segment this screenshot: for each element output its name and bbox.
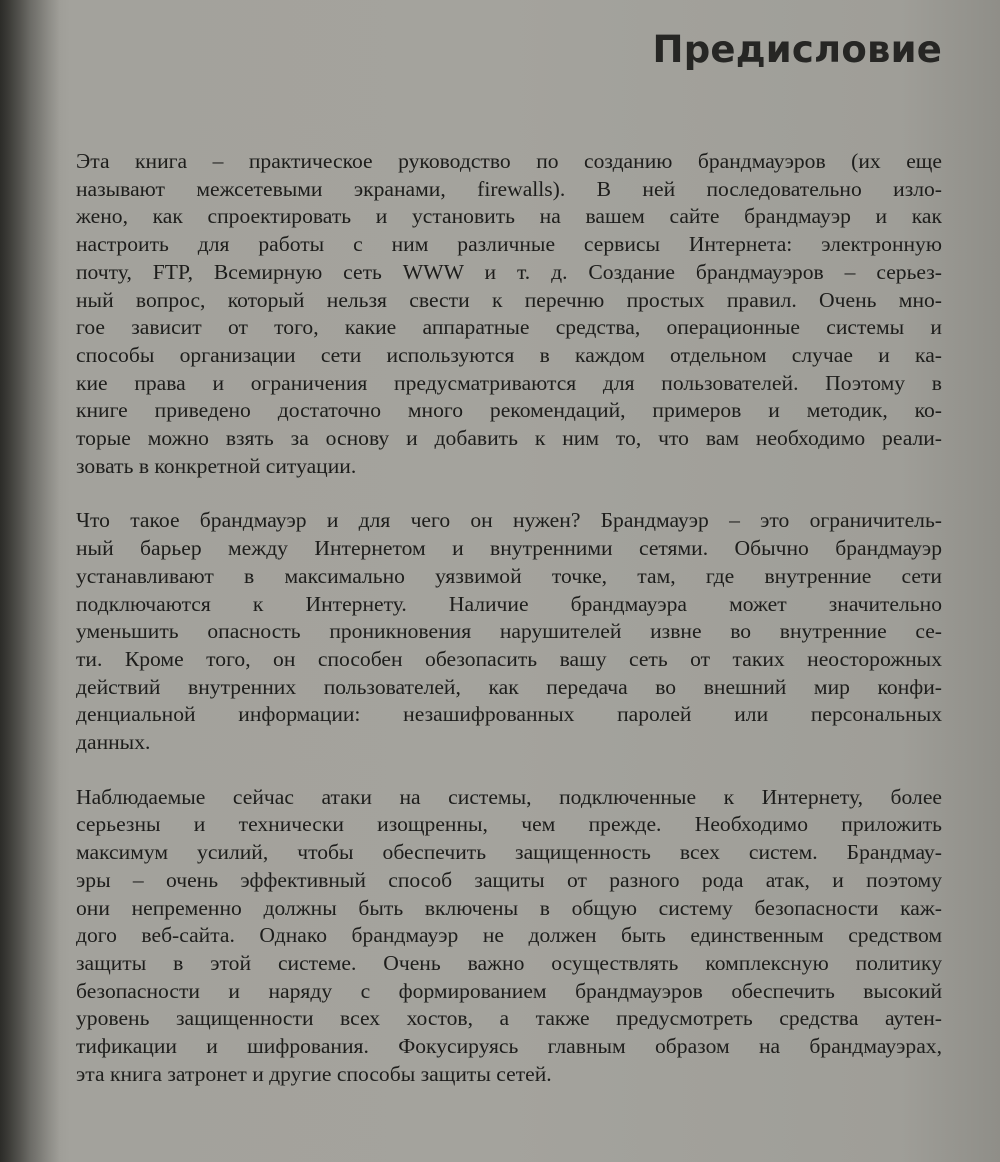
paragraph-1 — [76, 148, 942, 480]
text-line: уровень защищенности всех хостов, а также предусмотреть средства аутен- — [76, 1006, 942, 1031]
text-line: называют межсетевыми экранами, firewalls). В ней последовательно изло- — [76, 176, 942, 201]
text-line: ный вопрос, который нельзя свести к перечню простых правил. Очень мно- — [76, 287, 942, 312]
text-line: данных. — [76, 730, 151, 755]
text-line: эта книга затронет и другие способы защиты сетей. — [76, 1061, 552, 1086]
text-line: устанавливают в максимально уязвимой точке, там, где внутренние сети — [76, 563, 942, 588]
text-line: торые можно взять за основу и добавить к ним то, что вам необходимо реали- — [76, 426, 942, 451]
paragraph-3 — [76, 784, 942, 1089]
text-line: способы организации сети используются в каждом отдельном случае и ка- — [76, 342, 942, 367]
text-line: гое зависит от того, какие аппаратные средства, операционные системы и — [76, 315, 942, 340]
text-line: серьезны и технически изощренны, чем прежде. Необходимо приложить — [76, 812, 942, 837]
text-line: безопасности и наряду с формированием брандмауэров обеспечить высокий — [76, 978, 942, 1003]
text-line: жено, как спроектировать и установить на вашем сайте брандмауэр и как — [76, 204, 942, 229]
text-line: Эта книга – практическое руководство по созданию брандмауэров (их еще — [76, 149, 942, 173]
text-line: Наблюдаемые сейчас атаки на системы, подключенные к Интернету, более — [76, 784, 942, 809]
text-line: защиты в этой системе. Очень важно осуществлять комплексную политику — [76, 950, 942, 975]
text-line: Что такое брандмауэр и для чего он нужен? Брандмауэр – это ограничитель- — [76, 508, 942, 533]
text-line: максимум усилий, чтобы обеспечить защищенность всех систем. Брандмау- — [76, 840, 942, 865]
text-line: ный барьер между Интернетом и внутренними сетями. Обычно брандмауэр — [76, 536, 942, 561]
text-line: дого веб-сайта. Однако брандмауэр не должен быть единственным средством — [76, 923, 942, 948]
text-line: эры – очень эффективный способ защиты от разного рода атак, и поэтому — [76, 867, 942, 892]
text-line: настроить для работы с ним различные сервисы Интернета: электронную — [76, 232, 942, 257]
text-line: зовать в конкретной ситуации. — [76, 453, 357, 478]
text-line: кие права и ограничения предусматриваются для пользователей. Поэтому в — [76, 370, 942, 395]
text-line: подключаются к Интернету. Наличие брандмауэра может значительно — [76, 591, 942, 616]
text-line: книге приведено достаточно много рекомендаций, примеров и методик, ко- — [76, 398, 942, 423]
body-text — [76, 148, 942, 1116]
text-line: денциальной информации: незашифрованных паролей или персональных — [76, 702, 942, 727]
page-title: Предисловие — [652, 28, 942, 71]
page-gutter-shadow — [0, 0, 60, 1162]
text-line: действий внутренних пользователей, как передача во внешний мир конфи- — [76, 674, 942, 699]
paragraph-2 — [76, 507, 942, 756]
text-line: почту, FTP, Всемирную сеть WWW и т. д. Создание брандмауэров – серьез- — [76, 259, 942, 284]
text-line: уменьшить опасность проникновения нарушителей извне во внутренние се- — [76, 619, 942, 644]
text-line: тификации и шифрования. Фокусируясь главным образом на брандмауэрах, — [76, 1034, 942, 1059]
text-line: они непременно должны быть включены в общую систему безопасности каж- — [76, 895, 942, 920]
text-line: ти. Кроме того, он способен обезопасить вашу сеть от таких неосторожных — [76, 646, 942, 671]
